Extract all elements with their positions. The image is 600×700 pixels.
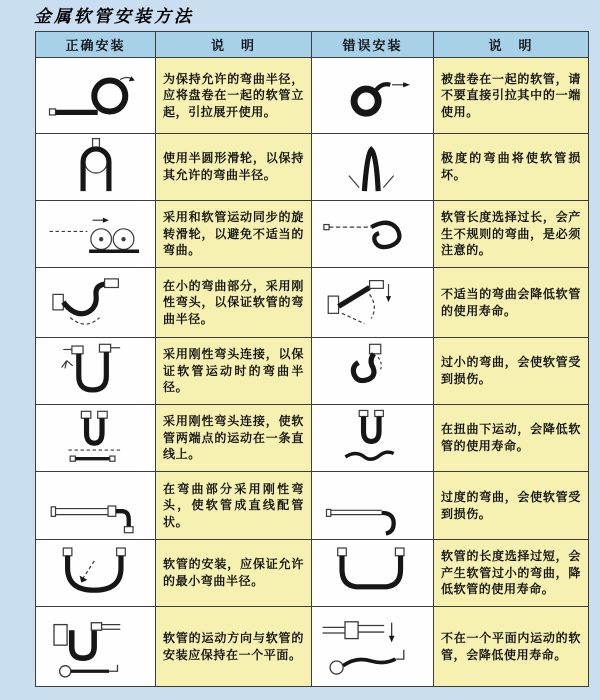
correct-installation-image-cell: [36, 338, 156, 405]
correct-description-cell: 使用半圆形滑轮，以保持其允许的弯曲半径。: [156, 134, 312, 201]
correct-installation-image-cell: [36, 540, 156, 607]
wrong-description-cell: 在扭曲下运动，会降低软管的使用寿命。: [434, 405, 589, 472]
wrong-installation-image-cell: [312, 338, 434, 405]
table-row: [36, 201, 589, 268]
page-title: 金属软管安装方法: [34, 7, 194, 26]
correct-installation-image-cell: [36, 268, 156, 338]
wrong-installation-image-cell: [312, 405, 434, 472]
correct-installation-image-cell: [36, 472, 156, 540]
correct-description-cell: 软管的运动方向与软管的安装应保持在一个平面。: [156, 607, 312, 687]
rigid-elbow-at-small-bend-icon: [40, 272, 152, 334]
wrong-installation-image-cell: [312, 540, 434, 607]
installation-table: [35, 31, 589, 687]
straight-piping-with-rigid-elbow-icon: [40, 475, 152, 537]
twisted-motion-u-hose-icon: [317, 407, 429, 469]
wrong-description-cell: 过度的弯曲，会使软管受到损伤。: [434, 472, 589, 540]
header-wrong-installation: 错误安装: [312, 32, 434, 58]
correct-installation-image-cell: [36, 134, 156, 201]
table-row: [36, 472, 589, 540]
motion-out-of-plane-icon: [317, 610, 429, 684]
wrong-description-cell: 极度的弯曲将使软管损坏。: [434, 134, 589, 201]
installation-table-body: [36, 58, 589, 687]
wrong-description-cell: 被盘卷在一起的软管，请不要直接引拉其中的一端使用。: [434, 58, 589, 134]
minimum-bend-radius-u-icon: [40, 542, 152, 604]
overlong-hose-irregular-bend-icon: [317, 203, 429, 265]
correct-description-cell: 为保持允许的弯曲半径，应将盘卷在一起的软管立起，引拉展开使用。: [156, 58, 312, 134]
correct-description-cell: 在弯曲部分采用刚性弯头，使软管成直线配管状。: [156, 472, 312, 540]
wrong-installation-image-cell: [312, 134, 434, 201]
correct-description-cell: 软管的安装，应保证允许的最小弯曲半径。: [156, 540, 312, 607]
too-short-hose-shallow-bend-icon: [317, 542, 429, 604]
wrong-installation-image-cell: [312, 58, 434, 134]
correct-description-cell: 采用刚性弯头连接，以保证软管运动时的弯曲半径。: [156, 338, 312, 405]
header-row: [36, 32, 589, 58]
table-header: [36, 32, 589, 58]
wrong-installation-image-cell: [312, 201, 434, 268]
improper-sharp-bend-icon: [317, 272, 429, 334]
table-row: [36, 607, 589, 687]
wrong-installation-image-cell: [312, 472, 434, 540]
wrong-description-cell: 软管的长度选择过短，会产生软管过小的弯曲，降低软管的使用寿命。: [434, 540, 589, 607]
table-row: [36, 338, 589, 405]
wrong-description-cell: 软管长度选择过长，会产生不规则的弯曲，是必须注意的。: [434, 201, 589, 268]
endpoints-motion-in-line-icon: [40, 407, 152, 469]
wrong-description-cell: 不适当的弯曲会降低软管的使用寿命。: [434, 268, 589, 338]
correct-description-cell: 采用刚性弯头连接，使软管两端点的运动在一条直线上。: [156, 405, 312, 472]
extreme-bend-icon: [317, 136, 429, 198]
correct-installation-image-cell: [36, 201, 156, 268]
excessive-end-bend-icon: [317, 475, 429, 537]
wrong-description-cell: 不在一个平面内运动的软管，会降低使用寿命。: [434, 607, 589, 687]
rigid-elbow-u-connection-icon: [40, 340, 152, 402]
wrong-installation-image-cell: [312, 607, 434, 687]
correct-description-cell: 采用和软管运动同步的旋转滑轮，以避免不适当的弯曲。: [156, 201, 312, 268]
table-row: [36, 58, 589, 134]
table-row: [36, 405, 589, 472]
correct-installation-image-cell: [36, 58, 156, 134]
too-small-bend-s-hook-icon: [317, 340, 429, 402]
table-row: [36, 134, 589, 201]
header-correct-installation: 正确安装: [36, 32, 156, 58]
correct-description-cell: 在小的弯曲部分，采用刚性弯头，以保证软管的弯曲半径。: [156, 268, 312, 338]
correct-installation-image-cell: [36, 405, 156, 472]
coiled-hose-stood-up-unrolled-icon: [40, 65, 152, 127]
table-row: [36, 540, 589, 607]
motion-in-one-plane-icon: [40, 610, 152, 684]
header-description-wrong: 说 明: [434, 32, 589, 58]
correct-installation-image-cell: [36, 607, 156, 687]
coiled-hose-pulled-directly-icon: [317, 65, 429, 127]
header-description-correct: 说 明: [156, 32, 312, 58]
wrong-installation-image-cell: [312, 268, 434, 338]
synchronized-rotating-pulleys-icon: [40, 203, 152, 265]
table-row: [36, 268, 589, 338]
semicircular-pulley-support-icon: [40, 136, 152, 198]
wrong-description-cell: 过小的弯曲，会使软管受到损伤。: [434, 338, 589, 405]
